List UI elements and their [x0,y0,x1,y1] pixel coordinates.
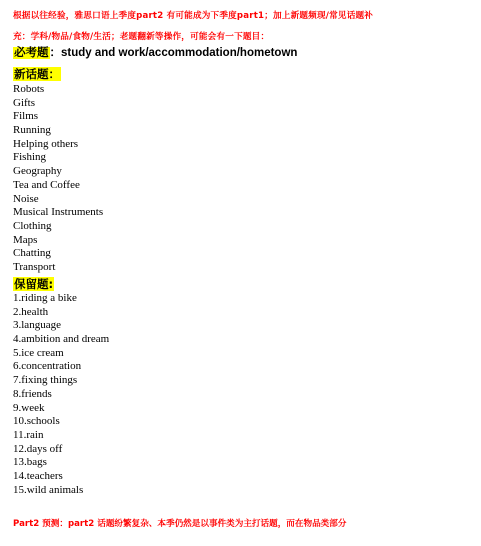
must-test-line [13,44,297,60]
list-item: Maps [13,233,38,246]
list-item: Geography [13,165,62,178]
intro-line-1: 根据以往经验，雅思口语上季度part2 有可能成为下季度part1；加上新题频现/常见话题补 [13,11,374,21]
list-item: 15.wild animals [13,483,84,496]
new-topics-heading [13,66,61,82]
list-item: 10.schools [13,415,60,428]
list-item: Helping others [13,137,79,150]
list-item: Musical Instruments [13,206,104,219]
intro-paragraph [13,6,475,48]
list-item: 8.friends [13,387,52,400]
new-topics-list [13,83,103,275]
list-item: 1.riding a bike [13,292,77,304]
list-item: Running [13,124,51,137]
list-item: Clothing [13,219,52,232]
retained-topics-label: 保留题: [14,277,54,291]
list-item: 12.days off [13,442,63,455]
list-item: 11.rain [13,428,44,441]
list-item: 14.teachers [13,469,63,482]
list-item: 13.bags [13,456,47,469]
intro-line-2: 充：学科/物品/食物/生活；老题翻新等操作，可能会有一下题目： [13,32,270,42]
must-test-label: 必考题 [14,47,49,59]
retained-topics-heading [13,276,54,292]
list-item: 4.ambition and dream [13,333,110,346]
list-item: Gifts [13,96,35,109]
list-item: Fishing [13,151,47,164]
part2-forecast-line: Part2 预测：part2 话题纷繁复杂、本季仍然是以事件类为主打话题，而在物品类部分 [13,519,347,529]
must-test-topics: ：study and work/accommodation/hometown [49,47,298,59]
list-item: Tea and Coffee [13,178,80,191]
retained-topics-list [13,292,109,497]
list-item: Films [13,110,39,123]
list-item: 7.fixing things [13,374,78,387]
list-item: Noise [13,192,39,205]
list-item: Robots [13,83,45,95]
list-item: Transport [13,260,56,273]
list-item: 2.health [13,305,49,318]
list-item: 5.ice cream [13,346,64,359]
list-item: Chatting [13,247,51,260]
list-item: 3.language [13,319,61,332]
list-item: 9.week [13,401,45,414]
new-topics-label: 新话题： [14,67,60,81]
list-item: 6.concentration [13,360,82,373]
